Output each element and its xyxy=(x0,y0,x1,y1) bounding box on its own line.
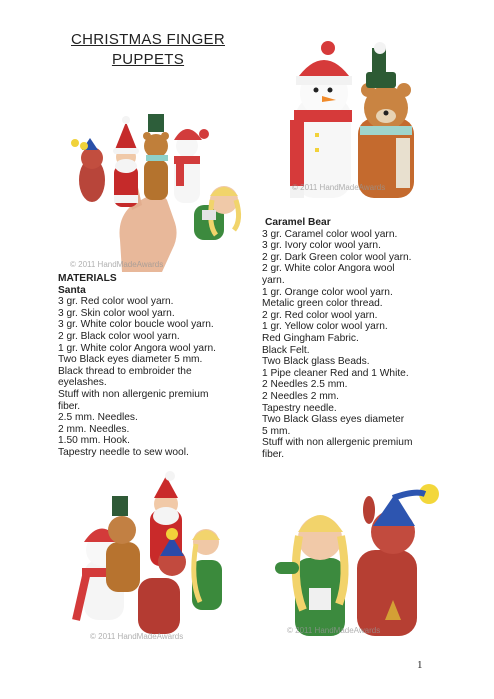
santa-subheading: Santa xyxy=(58,284,86,296)
santa-line-9: 2.5 mm. Needles. xyxy=(58,412,138,424)
watermark-1: © 2011 HandMadeAwards xyxy=(70,260,164,269)
photo-elf-and-reindeer xyxy=(265,470,441,646)
bear-line-17: Stuff with non allergenic premium fiber. xyxy=(262,437,413,460)
bear-line-15: Tapestry needle. xyxy=(262,402,337,414)
bear-line-13: 2 Needles 2.5 mm. xyxy=(262,379,348,391)
bear-line-2: 3 gr. Ivory color wool yarn. xyxy=(262,240,381,252)
photo-puppets-on-hand xyxy=(62,100,262,272)
bear-line-12: 1 Pipe cleaner Red and 1 White. xyxy=(262,367,409,379)
photo-puppet-group xyxy=(66,470,240,646)
santa-line-5: 1 gr. White color Angora wool yarn. xyxy=(58,342,216,354)
bear-line-11: Two Black glass Beads. xyxy=(262,356,370,368)
title-line-2: PUPPETS xyxy=(111,51,185,68)
santa-line-6: Two Black eyes diameter 5 mm. xyxy=(58,354,203,366)
photo-snowman-and-bear xyxy=(268,38,428,203)
bear-line-8: 1 gr. Yellow color wool yarn. xyxy=(262,321,388,333)
page-number: 1 xyxy=(417,659,423,671)
bear-line-5: 1 gr. Orange color wool yarn. xyxy=(262,286,393,298)
bear-line-4: 2 gr. White color Angora wool yarn. xyxy=(262,263,395,286)
bear-line-10: Black Felt. xyxy=(262,344,310,356)
bear-line-7: 2 gr. Red color wool yarn. xyxy=(262,309,378,321)
page-title xyxy=(48,30,248,70)
title-line-1: CHRISTMAS FINGER xyxy=(71,31,225,48)
santa-line-10: 2 mm. Needles. xyxy=(58,423,130,435)
bear-line-9: Red Gingham Fabric. xyxy=(262,332,359,344)
materials-heading: MATERIALS xyxy=(58,273,117,284)
bear-line-6: Metalic green color thread. xyxy=(262,298,383,310)
santa-line-1: 3 gr. Red color wool yarn. xyxy=(58,296,174,308)
santa-line-3: 3 gr. White color boucle wool yarn. xyxy=(58,319,214,331)
bear-line-14: 2 Needles 2 mm. xyxy=(262,390,340,402)
bear-line-16: Two Black Glass eyes diameter 5 mm. xyxy=(262,414,405,437)
santa-line-8: Stuff with non allergenic premium fiber. xyxy=(58,388,209,412)
santa-line-4: 2 gr. Black color wool yarn. xyxy=(58,330,180,342)
bear-subheading: Caramel Bear xyxy=(265,217,331,228)
santa-line-12: Tapestry needle to sew wool. xyxy=(58,446,189,458)
bear-line-3: 2 gr. Dark Green color wool yarn. xyxy=(262,251,412,263)
watermark-3: © 2011 HandMadeAwards xyxy=(90,632,184,641)
santa-line-2: 3 gr. Skin color wool yarn. xyxy=(58,307,175,319)
watermark-2: © 2011 HandMadeAwards xyxy=(292,183,386,192)
santa-line-11: 1.50 mm. Hook. xyxy=(58,435,130,447)
santa-line-7: Black thread to embroider the eyelashes. xyxy=(58,365,192,389)
materials-santa-section xyxy=(58,273,258,459)
bear-line-1: 3 gr. Caramel color wool yarn. xyxy=(262,228,398,240)
watermark-4: © 2011 HandMadeAwards xyxy=(287,626,381,635)
materials-bear-section xyxy=(262,217,422,460)
